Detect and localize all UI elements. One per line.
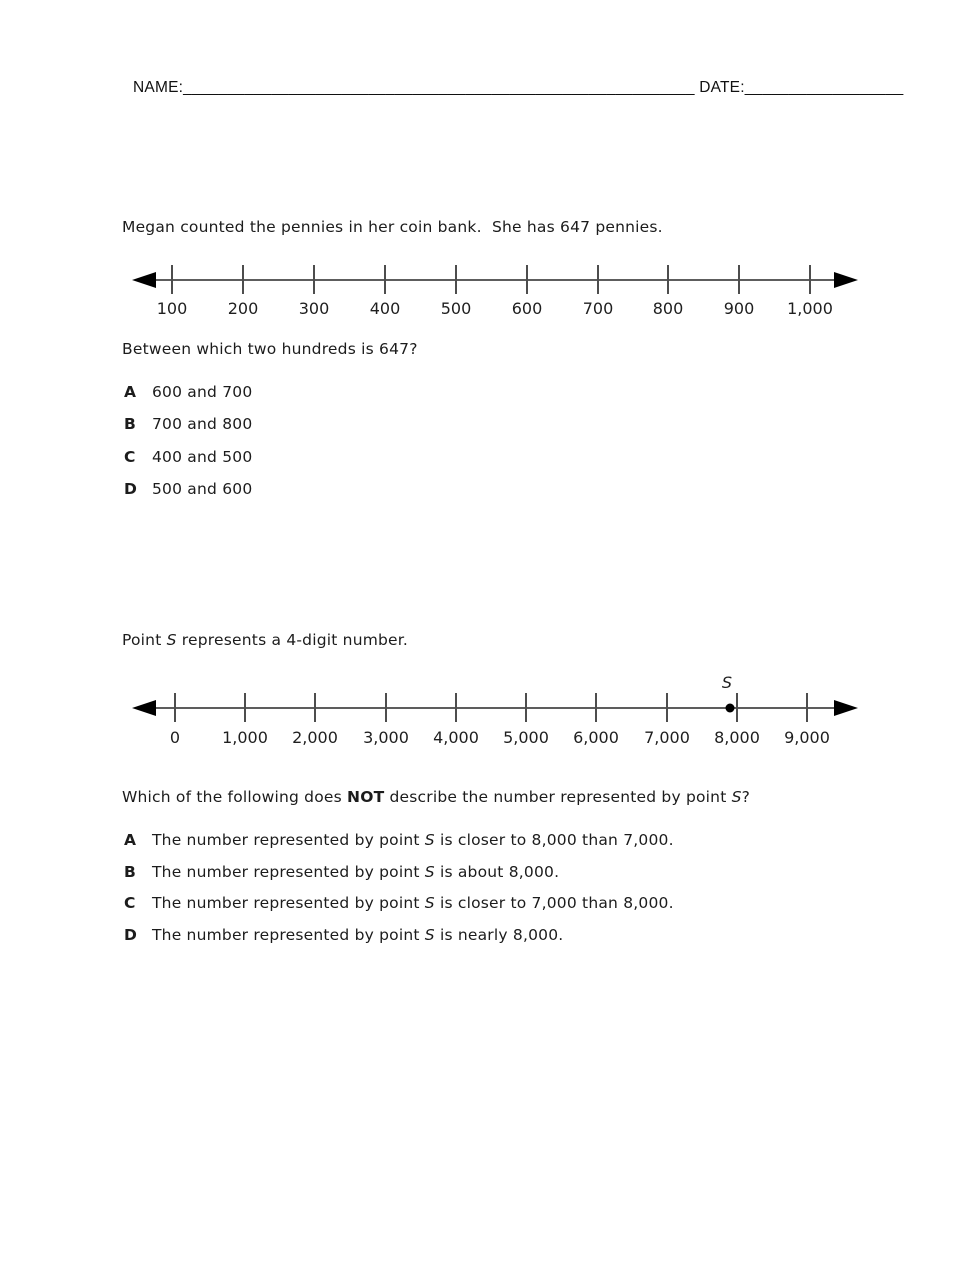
choice-text: The number represented by point S is closer to 8,000 than 7,000.: [152, 831, 674, 849]
tick-label: 0: [169, 728, 181, 747]
tick-label: 1,000: [787, 299, 833, 318]
tick-label: 9,000: [784, 728, 830, 747]
q2-choice-d: [124, 926, 563, 945]
date-blank-line: __________________: [744, 79, 904, 96]
q2-choice-c: [124, 894, 674, 913]
point-s-dot: [726, 704, 735, 713]
tick-label: 8,000: [714, 728, 760, 747]
choice-letter: B: [124, 863, 137, 881]
q1-choice-b: [124, 415, 252, 434]
choice-text: 700 and 800: [152, 415, 253, 433]
choice-text: The number represented by point S is about 8,000.: [152, 863, 560, 881]
choice-letter: B: [124, 415, 137, 433]
tick-label: 200: [227, 299, 259, 318]
tick-labels: [170, 728, 830, 747]
left-arrow-icon: [132, 700, 156, 716]
q2-stem-text: represents a 4-digit number.: [176, 631, 409, 649]
q2-choice-b: [124, 863, 559, 882]
tick-label: 700: [582, 299, 614, 318]
tick-label: 800: [652, 299, 684, 318]
tick-label: 3,000: [363, 728, 409, 747]
choice-letter: C: [124, 448, 136, 466]
name-label: NAME:: [133, 79, 184, 96]
choice-letter: C: [124, 894, 136, 912]
q1-stem: Megan counted the pennies in her coin bank. She has 647 pennies.: [122, 218, 663, 236]
tick-label: 400: [369, 299, 401, 318]
header: [115, 61, 904, 115]
tick-label: 1,000: [222, 728, 268, 747]
tick-label: 100: [156, 299, 188, 318]
choice-letter: D: [124, 480, 138, 498]
q1-choice-c: [124, 448, 252, 467]
tick-label: 500: [440, 299, 472, 318]
point-s-reference: S: [731, 788, 742, 806]
choice-letter: D: [124, 926, 138, 944]
tick-labels: [157, 299, 833, 318]
tick-label: 4,000: [433, 728, 479, 747]
q1-choice-d: [124, 480, 252, 499]
tick-label: 900: [723, 299, 755, 318]
choice-text: The number represented by point S is nearly 8,000.: [152, 926, 564, 944]
q2-question-text: ?: [741, 788, 751, 806]
tick-label: 7,000: [644, 728, 690, 747]
q2-question: [122, 788, 750, 807]
q2-stem: [122, 631, 408, 650]
q2-question-text: Which of the following does: [122, 788, 348, 806]
number-line-thousands: [0, 664, 979, 754]
choice-text: 500 and 600: [152, 480, 253, 498]
name-blank-line: __________________________________________________________: [183, 79, 695, 96]
date-label: DATE:: [699, 79, 745, 96]
tick-label: 5,000: [503, 728, 549, 747]
tick-label: 2,000: [292, 728, 338, 747]
choice-text: 400 and 500: [152, 448, 253, 466]
q2-stem-text: Point: [122, 631, 167, 649]
choice-letter: A: [124, 831, 137, 849]
q2-question-not: NOT: [347, 788, 385, 806]
q1-question: Between which two hundreds is 647?: [122, 340, 418, 358]
q1-choice-a: [124, 383, 252, 402]
left-arrow-icon: [132, 272, 156, 288]
tick-label: 600: [511, 299, 543, 318]
number-line-hundreds: [0, 250, 979, 328]
tick-label: 300: [298, 299, 330, 318]
choice-letter: A: [124, 383, 137, 401]
q2-choice-a: [124, 831, 674, 850]
q2-question-text: describe the number represented by point: [384, 788, 732, 806]
point-s-reference: S: [166, 631, 177, 649]
tick-label: 6,000: [573, 728, 619, 747]
choice-text: The number represented by point S is closer to 7,000 than 8,000.: [152, 894, 674, 912]
right-arrow-icon: [834, 700, 858, 716]
right-arrow-icon: [834, 272, 858, 288]
point-s-label: S: [721, 673, 733, 692]
choice-text: 600 and 700: [152, 383, 253, 401]
